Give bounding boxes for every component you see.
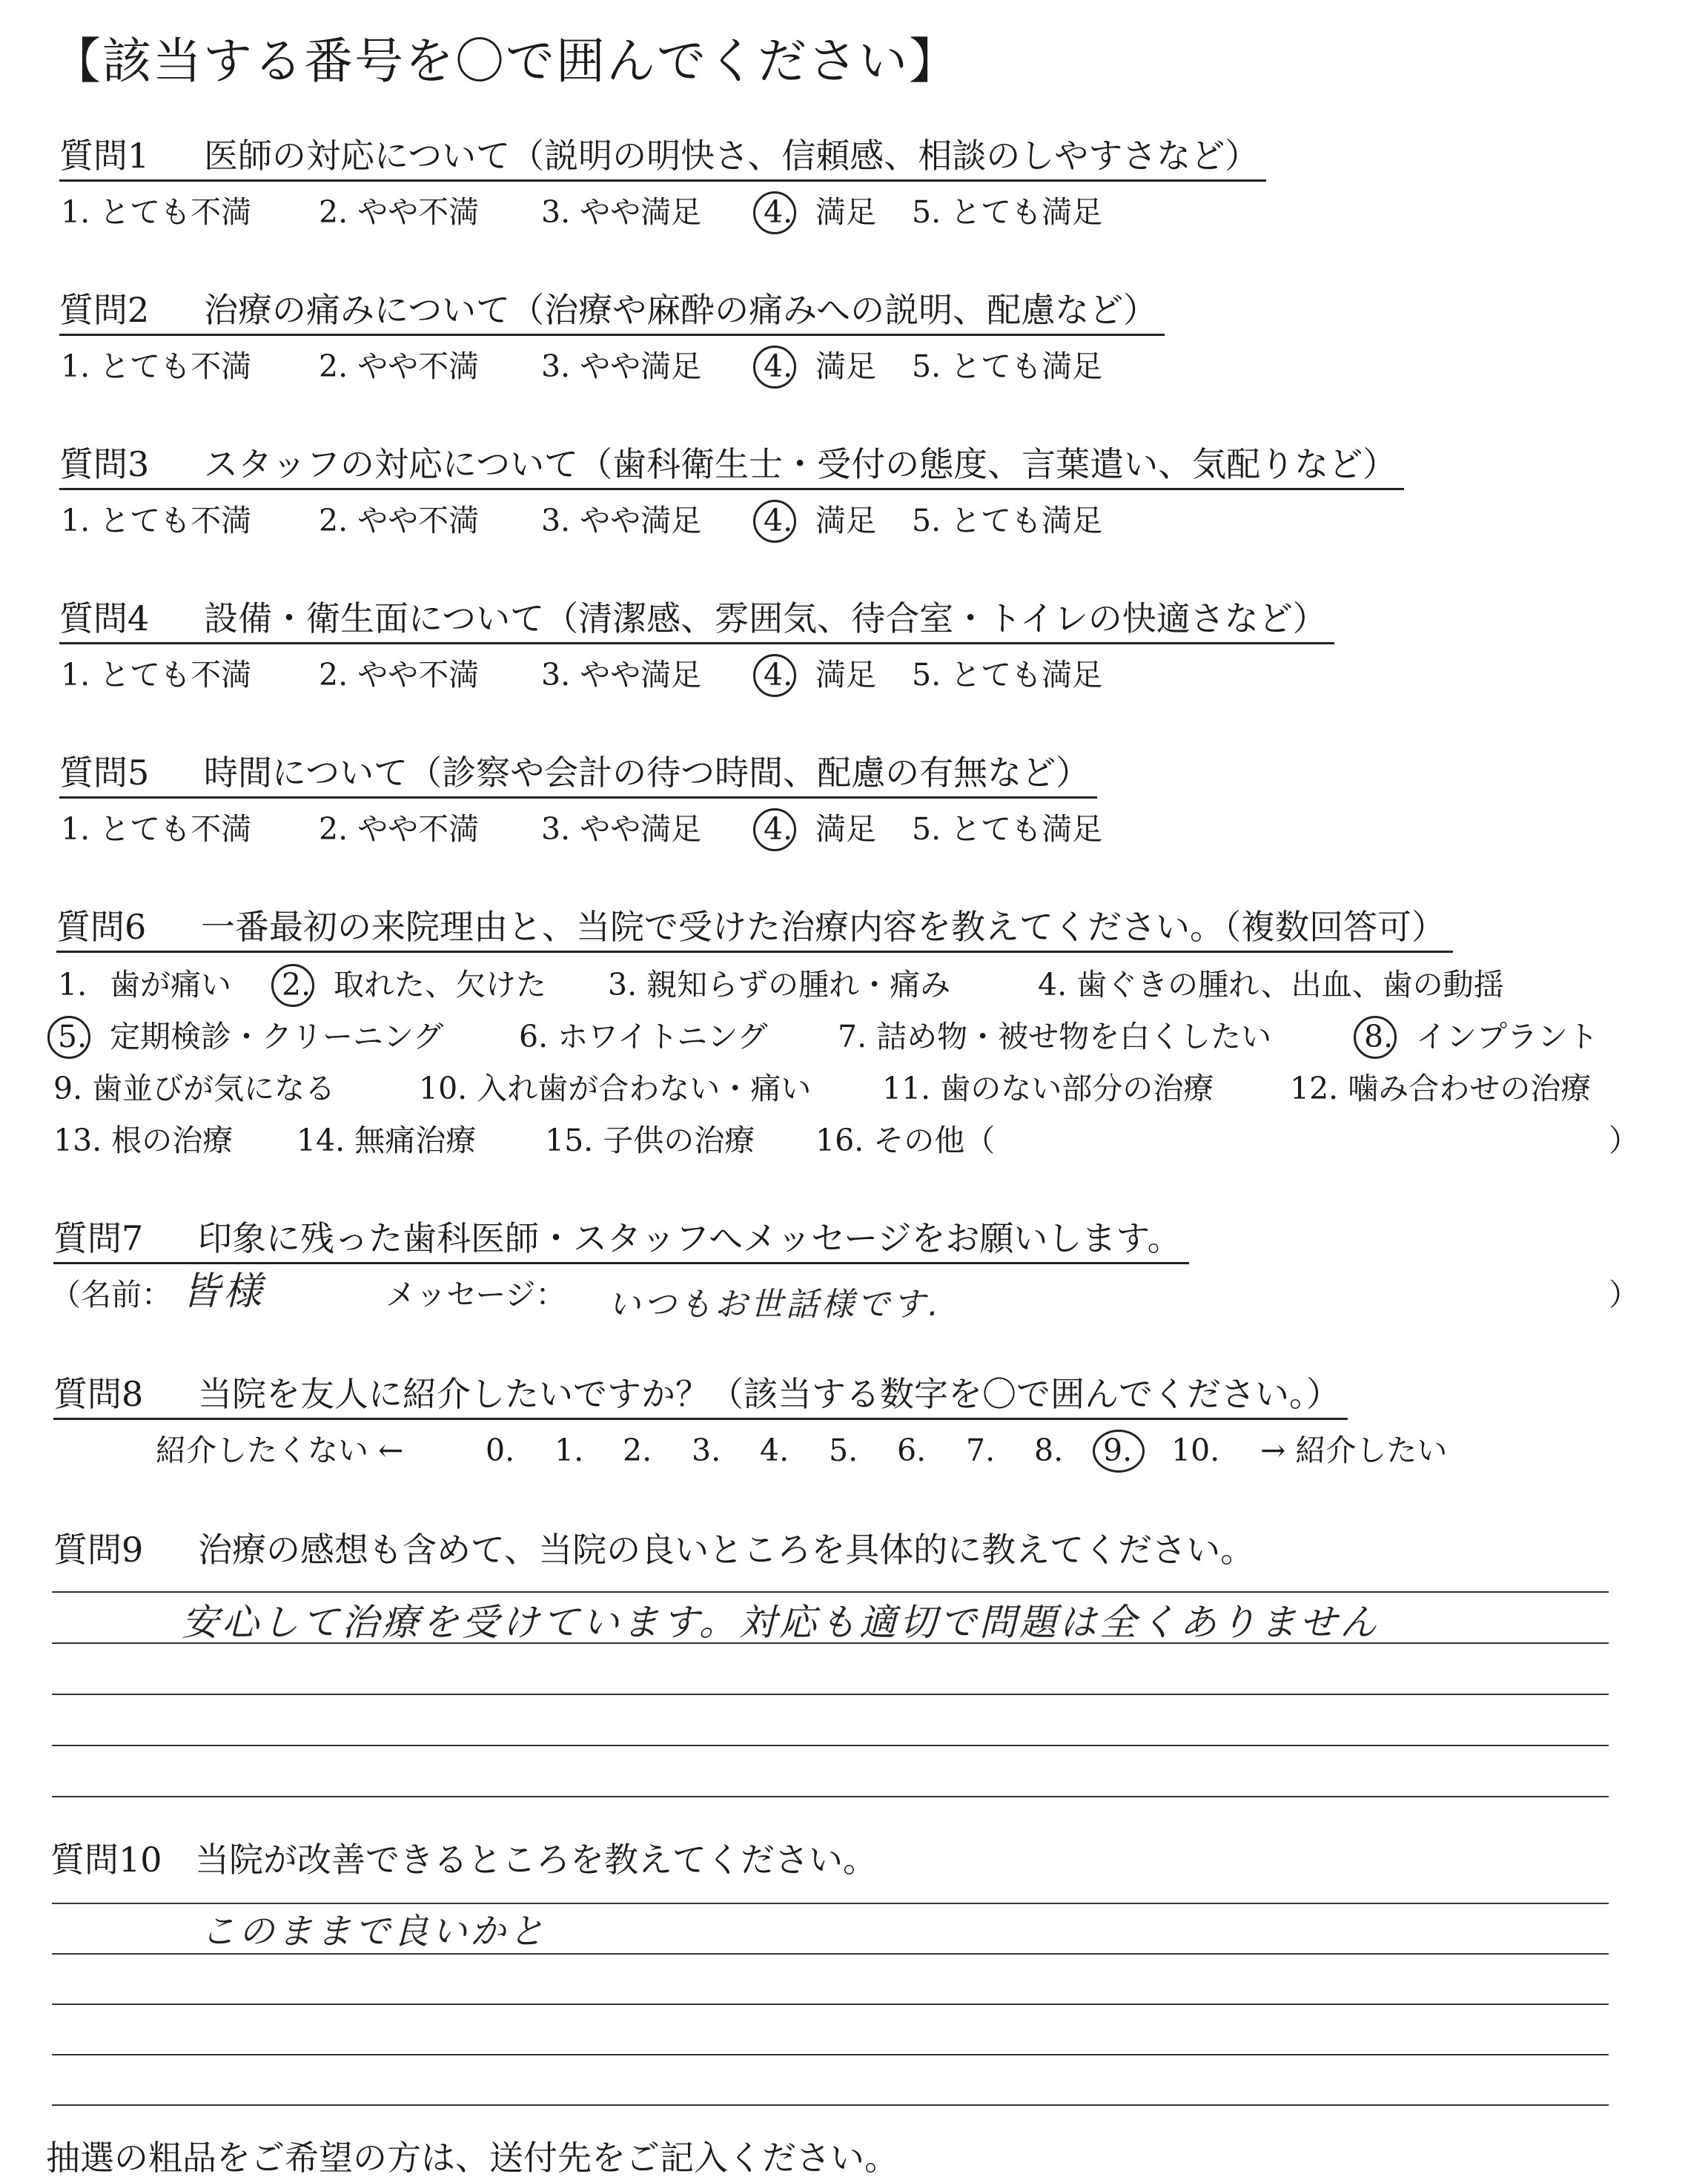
question-10-label: 質問10	[50, 1840, 162, 1880]
q6-option-14[interactable]: 14. 無痛治療	[297, 1123, 477, 1158]
q3-option-3[interactable]: 3. やや満足	[541, 503, 702, 538]
q6-option-15[interactable]: 15. 子供の治療	[545, 1123, 755, 1158]
q4-option-1[interactable]: 1. とても不満	[61, 657, 252, 693]
question-1-options	[0, 191, 1708, 233]
q2-option-3[interactable]: 3. やや満足	[541, 349, 702, 384]
q10-handwritten-answer[interactable]: このままで良いかと	[200, 1911, 548, 1952]
q7-message-handwritten[interactable]: いつもお世話様です.	[608, 1286, 941, 1324]
question-1-heading	[59, 133, 1266, 182]
question-6-label: 質問6	[56, 907, 147, 947]
q8-scale-6[interactable]: 6.	[897, 1433, 927, 1468]
q6-option-4[interactable]: 4. 歯ぐきの腫れ、出血、歯の動揺	[1038, 967, 1504, 1003]
question-4-label: 質問4	[59, 598, 150, 638]
question-1-label: 質問1	[59, 136, 150, 176]
selected-circle-mark	[47, 1016, 90, 1059]
question-2-options	[0, 346, 1708, 387]
q3-option-5[interactable]: 5. とても満足	[912, 503, 1103, 538]
q1-option-3[interactable]: 3. やや満足	[541, 194, 702, 230]
q8-scale-10[interactable]: 10.	[1171, 1433, 1220, 1468]
q8-scale-7[interactable]: 7.	[966, 1433, 996, 1468]
q6-option-16-close: ）	[1609, 1123, 1639, 1158]
q8-scale-3[interactable]: 3.	[692, 1433, 721, 1468]
q8-scale-0[interactable]: 0.	[486, 1433, 515, 1468]
q3-option-4[interactable]: 4.	[764, 500, 792, 541]
q6-option-13[interactable]: 13. 根の治療	[53, 1123, 234, 1158]
footer-cut-off-text: 抽選の粗品をご希望の方は、送付先をご記入ください。	[46, 2138, 898, 2178]
question-9-text: 治療の感想も含めて、当院の良いところを具体的に教えてください。	[198, 1530, 1255, 1570]
q6-option-3[interactable]: 3. 親知らずの腫れ・痛み	[608, 967, 951, 1003]
q5-option-5[interactable]: 5. とても満足	[912, 811, 1103, 847]
q6-option-2-num[interactable]: 2.	[282, 964, 311, 1005]
q5-option-4-label: 満足	[815, 811, 876, 847]
q6-option-1[interactable]: 歯が痛い	[110, 967, 231, 1003]
q8-scale-5[interactable]: 5.	[829, 1433, 858, 1468]
question-3-options	[0, 500, 1708, 541]
selected-circle-mark	[753, 346, 796, 389]
q1-option-4[interactable]: 4.	[764, 191, 792, 233]
q8-scale-1[interactable]: 1.	[555, 1433, 584, 1468]
question-7-answer-row	[0, 1269, 1708, 1326]
q1-option-5[interactable]: 5. とても満足	[912, 194, 1103, 230]
question-10-text: 当院が改善できるところを教えてください。	[195, 1840, 877, 1880]
question-10-heading	[50, 1837, 877, 1882]
question-9-label: 質問9	[53, 1530, 144, 1570]
q3-option-4-label: 満足	[815, 503, 876, 538]
answer-line	[52, 1796, 1609, 1797]
q1-option-1[interactable]: 1. とても不満	[61, 194, 252, 230]
q4-option-4[interactable]: 4.	[764, 654, 792, 696]
q3-option-1[interactable]: 1. とても不満	[61, 503, 252, 538]
question-3-label: 質問3	[59, 444, 150, 484]
question-2-text: 治療の痛みについて（治療や麻酔の痛みへの説明、配慮など）	[204, 290, 1158, 330]
answer-line	[52, 1953, 1609, 1955]
question-3-heading	[59, 442, 1404, 490]
q2-option-4[interactable]: 4.	[764, 346, 792, 387]
question-8-text: 当院を友人に紹介したいですか？（該当する数字を〇で囲んでください。）	[198, 1374, 1340, 1414]
q6-option-5-num[interactable]: 5.	[58, 1016, 87, 1057]
question-4-heading	[59, 596, 1334, 644]
q4-option-5[interactable]: 5. とても満足	[912, 657, 1103, 693]
selected-circle-mark	[1354, 1016, 1397, 1059]
question-3-text: スタッフの対応について（歯科衛生士・受付の態度、言葉遣い、気配りなど）	[204, 444, 1397, 484]
question-6-row-2	[0, 1016, 1708, 1057]
q8-scale-9[interactable]: 9.	[1103, 1430, 1132, 1471]
question-2-label: 質問2	[59, 290, 150, 330]
answer-line	[52, 2054, 1609, 2055]
question-5-label: 質問5	[59, 753, 150, 793]
q6-option-8-num[interactable]: 8.	[1364, 1016, 1393, 1057]
q8-left-label: 紹介したくない ←	[156, 1433, 404, 1468]
answer-line	[52, 1642, 1609, 1644]
q6-option-11[interactable]: 11. 歯のない部分の治療	[882, 1071, 1214, 1106]
q9-handwritten-answer[interactable]: 安心して治療を受けています。対応も適切で問題は全くありません	[182, 1601, 1380, 1644]
q2-option-4-label: 満足	[815, 349, 876, 384]
q6-option-6[interactable]: 6. ホワイトニング	[519, 1019, 768, 1054]
q7-close-paren: ）	[1609, 1277, 1639, 1312]
q6-option-1-num[interactable]: 1.	[58, 967, 87, 1003]
selected-circle-mark	[753, 808, 796, 851]
q6-option-10[interactable]: 10. 入れ歯が合わない・痛い	[419, 1071, 812, 1106]
selected-circle-mark	[1093, 1430, 1145, 1473]
q6-option-8[interactable]: インプラント	[1416, 1019, 1598, 1054]
selected-circle-mark	[753, 500, 796, 543]
selected-circle-mark	[753, 191, 796, 234]
q6-option-16[interactable]: 16. その他（	[815, 1123, 996, 1158]
question-7-text: 印象に残った歯科医師・スタッフへメッセージをお願いします。	[198, 1218, 1182, 1258]
q2-option-2[interactable]: 2. やや不満	[319, 349, 480, 384]
question-6-row-4	[0, 1120, 1708, 1161]
q8-scale-8[interactable]: 8.	[1034, 1433, 1064, 1468]
question-6-heading	[56, 905, 1453, 953]
q5-option-4[interactable]: 4.	[764, 808, 792, 850]
answer-line	[52, 2004, 1609, 2005]
question-6-row-1	[0, 964, 1708, 1005]
q5-option-3[interactable]: 3. やや満足	[541, 811, 702, 847]
q4-option-3[interactable]: 3. やや満足	[541, 657, 702, 693]
q1-option-4-label: 満足	[815, 194, 876, 230]
answer-line	[52, 2104, 1609, 2106]
q8-right-label: → 紹介したい	[1260, 1433, 1448, 1468]
q2-option-1[interactable]: 1. とても不満	[61, 349, 252, 384]
q2-option-5[interactable]: 5. とても満足	[912, 349, 1103, 384]
q8-scale-4[interactable]: 4.	[760, 1433, 790, 1468]
answer-line	[52, 1694, 1609, 1695]
q1-option-2[interactable]: 2. やや不満	[319, 194, 480, 230]
question-6-row-3	[0, 1068, 1708, 1109]
answer-line	[52, 1745, 1609, 1746]
question-8-label: 質問8	[53, 1374, 144, 1414]
question-8-scale	[0, 1430, 1708, 1471]
question-4-options	[0, 654, 1708, 696]
q8-scale-2[interactable]: 2.	[623, 1433, 652, 1468]
q7-message-label: メッセージ：	[385, 1277, 566, 1312]
q5-option-2[interactable]: 2. やや不満	[319, 811, 480, 847]
q5-option-1[interactable]: 1. とても不満	[61, 811, 252, 847]
question-5-text: 時間について（診察や会計の待つ時間、配慮の有無など）	[204, 753, 1090, 793]
q3-option-2[interactable]: 2. やや不満	[319, 503, 480, 538]
q7-name-label: （名前：	[50, 1277, 172, 1312]
q6-option-5[interactable]: 定期検診・クリーニング	[110, 1019, 444, 1054]
question-6-text: 一番最初の来院理由と、当院で受けた治療内容を教えてください。（複数回答可）	[201, 907, 1446, 947]
question-5-heading	[59, 750, 1097, 799]
q6-option-12[interactable]: 12. 噛み合わせの治療	[1290, 1071, 1592, 1106]
q6-option-2[interactable]: 取れた、欠けた	[334, 967, 546, 1003]
q7-name-handwritten[interactable]: 皆様	[182, 1269, 265, 1314]
q6-option-9[interactable]: 9. 歯並びが気になる	[53, 1071, 336, 1106]
question-4-text: 設備・衛生面について（清潔感、雰囲気、待合室・トイレの快適さなど）	[204, 598, 1327, 638]
form-title: 【該当する番号を〇で囲んでください】	[52, 33, 959, 90]
question-8-heading	[53, 1372, 1348, 1420]
q6-option-7[interactable]: 7. 詰め物・被せ物を白くしたい	[838, 1019, 1272, 1054]
q4-option-4-label: 満足	[815, 657, 876, 693]
q4-option-2[interactable]: 2. やや不満	[319, 657, 480, 693]
selected-circle-mark	[271, 964, 314, 1007]
question-7-heading	[53, 1216, 1189, 1264]
selected-circle-mark	[753, 654, 796, 697]
question-7-label: 質問7	[53, 1218, 144, 1258]
question-9-heading	[53, 1527, 1254, 1572]
question-2-heading	[59, 288, 1165, 336]
question-5-options	[0, 808, 1708, 850]
question-1-text: 医師の対応について（説明の明快さ、信頼感、相談のしやすさなど）	[204, 136, 1260, 176]
